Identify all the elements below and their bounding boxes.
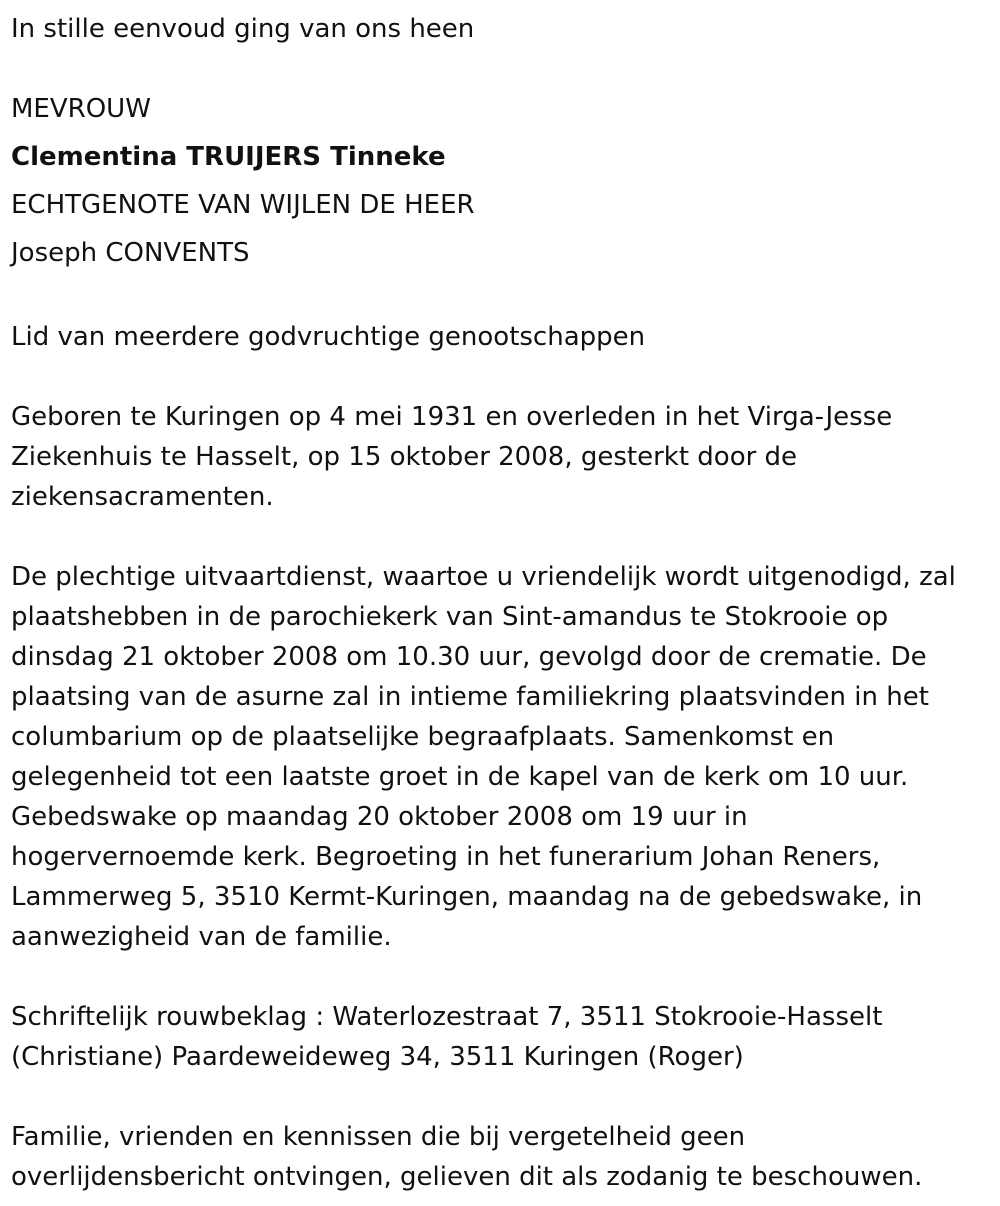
spacer	[11, 517, 990, 557]
spacer	[11, 357, 990, 397]
title-prefix: MEVROUW	[11, 94, 151, 124]
spouse-line: ECHTGENOTE VAN WIJLEN DE HEER	[11, 190, 475, 220]
birth-death-paragraph: Geboren te Kuringen op 4 mei 1931 en overleden in het Virga-Jesse Ziekenhuis te Hasselt, op 15 oktober 2008, gesterkt door de ziekensacramenten.	[11, 402, 893, 512]
spouse-name: Joseph CONVENTS	[11, 238, 250, 268]
spacer	[11, 277, 990, 317]
closing-paragraph: Familie, vrienden en kennissen die bij vergetelheid geen overlijdensbericht ontvingen, gelieven dit als zodanig te beschouwen.	[11, 1122, 923, 1192]
spacer	[11, 53, 990, 85]
funeral-paragraph: De plechtige uitvaartdienst, waartoe u vriendelijk wordt uitgenodigd, zal plaatshebben in de parochiekerk van Sint-amandus te Stokrooie op dinsdag 21 oktober 2008 om 10.30 uur, gevolgd door de crematie. De plaatsing van de asurne zal in intieme familiekring plaatsvinden in het columbarium op de plaatselijke begraafplaats. Samenkomst en gelegenheid tot een laatste groet in de kapel van de kerk om 10 uur. Gebedswake op maandag 20 oktober 2008 om 19 uur in hogervernoemde kerk. Begroeting in het funerarium Johan Reners, Lammerweg 5, 3510 Kermt-Kuringen, maandag na de gebedswake, in aanwezigheid van de familie.	[11, 562, 956, 952]
condolences-paragraph: Schriftelijk rouwbeklag : Waterlozestraat 7, 3511 Stokrooie-Hasselt (Christiane) Paardeweideweg 34, 3511 Kuringen (Roger)	[11, 1002, 883, 1072]
spacer	[11, 957, 990, 997]
deceased-name: Clementina TRUIJERS Tinneke	[11, 142, 446, 172]
spacer	[11, 1077, 990, 1117]
intro-text: In stille eenvoud ging van ons heen	[11, 14, 475, 44]
membership-text: Lid van meerdere godvruchtige genootschappen	[11, 322, 646, 352]
